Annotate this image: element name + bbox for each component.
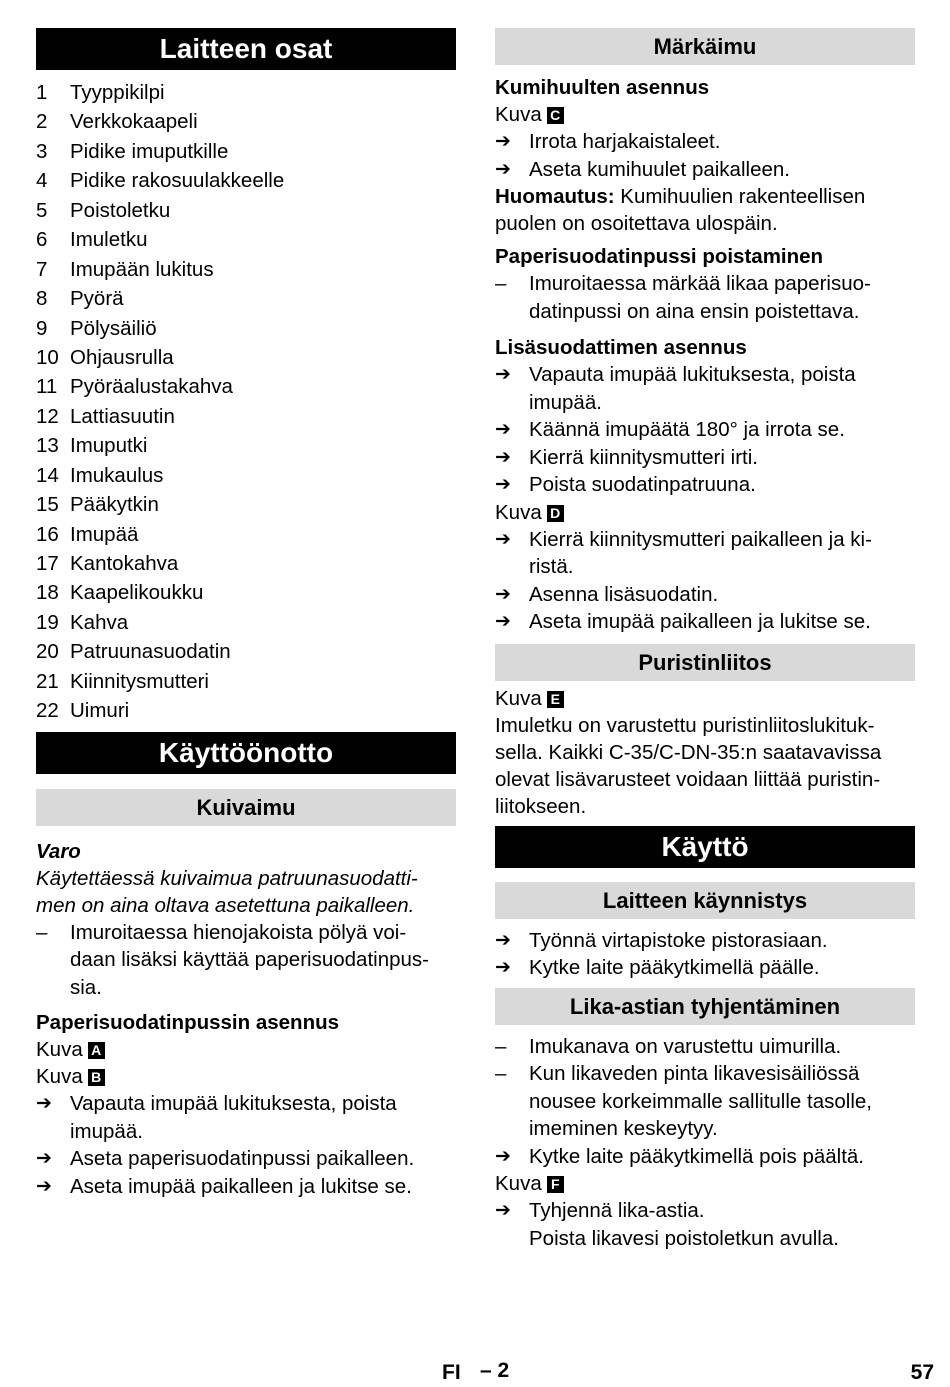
list-item: ➔ Aseta kumihuulet paikalleen.	[495, 156, 915, 184]
figure-ref-b: Kuva B	[36, 1063, 456, 1090]
part-number: 12	[36, 404, 59, 428]
list-item: – Imuroitaessa hienojakoista pölyä voi- daan lisäksi käyttää paperisuodatinpus- sia.	[36, 919, 456, 1002]
note: Huomautus: Kumihuulien rakenteellisen puolen on osoitettava ulospäin.	[495, 185, 866, 235]
part-name: Pääkytkin	[70, 493, 159, 517]
part-row	[36, 343, 456, 372]
part-number: 21	[36, 669, 59, 693]
part-number: 10	[36, 345, 59, 369]
figure-badge: E	[547, 691, 564, 708]
part-number: 5	[36, 198, 48, 222]
part-number: 19	[36, 610, 59, 634]
footer-language: FI	[442, 1361, 461, 1384]
part-number: 8	[36, 287, 48, 311]
part-row	[36, 255, 456, 284]
figure-ref-c: Kuva C	[495, 101, 915, 128]
list-item: ➔ Aseta imupää paikalleen ja lukitse se.	[36, 1173, 456, 1201]
figure-ref-f: Kuva F	[495, 1170, 915, 1197]
footer-section-page: – 2	[480, 1359, 510, 1382]
arrow-icon: ➔	[495, 583, 511, 605]
arrow-icon: ➔	[36, 1175, 52, 1197]
list-item: ➔ Kytke laite pääkytkimellä pois päältä.	[495, 1143, 915, 1171]
caution-text: Käytettäessä kuivaimua patruunasuodatti- men on aina oltava asetettuna paikalleen.	[36, 866, 418, 917]
steps-list	[495, 1197, 915, 1252]
part-name: Pyörä	[70, 287, 124, 311]
part-number: 16	[36, 522, 59, 546]
subsection-markaimu: Märkäimu	[495, 28, 915, 65]
list-item: ➔ Aseta paperisuodatinpussi paikalleen.	[36, 1145, 456, 1173]
figure-ref-a: Kuva A	[36, 1036, 456, 1063]
heading-kumihuulten-asennus: Kumihuulten asennus	[495, 76, 710, 99]
part-name: Pyöräalustakahva	[70, 375, 233, 399]
part-row	[36, 490, 456, 519]
dash-list	[495, 1033, 915, 1143]
part-number: 22	[36, 699, 59, 723]
heading-paperisuodatinpussin-asennus: Paperisuodatinpussin asennus	[36, 1011, 340, 1035]
part-name: Ohjausrulla	[70, 345, 174, 369]
part-number: 11	[36, 375, 58, 399]
figure-badge: B	[88, 1069, 105, 1086]
heading-paperisuodatinpussi-poistaminen: Paperisuodatinpussi poistaminen	[495, 245, 824, 268]
arrow-icon: ➔	[495, 419, 511, 440]
arrow-icon: ➔	[36, 1148, 52, 1170]
part-name: Pidike rakosuulakkeelle	[70, 169, 285, 193]
part-name: Kantokahva	[70, 552, 179, 575]
part-row	[36, 608, 456, 637]
part-name: Patruunasuodatin	[70, 640, 231, 664]
list-item: ➔ Poista suodatinpatruuna.	[495, 471, 915, 499]
part-name: Kaapelikoukku	[70, 581, 204, 605]
part-name: Poistoletku	[70, 198, 171, 222]
right-column	[495, 28, 915, 1252]
dash-bullet: –	[495, 272, 507, 295]
part-number: 7	[36, 257, 48, 281]
arrow-icon: ➔	[495, 528, 511, 550]
section-title-laitteen-osat: Laitteen osat	[36, 28, 456, 70]
part-number: 20	[36, 640, 59, 664]
list-item: ➔ Kierrä kiinnitysmutteri irti.	[495, 444, 915, 472]
figure-ref-e: Kuva E	[495, 685, 915, 712]
part-name: Imuletku	[70, 228, 148, 252]
part-row	[36, 166, 456, 195]
parts-list	[36, 78, 456, 726]
dash-bullet: –	[495, 1034, 507, 1058]
arrow-icon: ➔	[495, 929, 511, 951]
part-number: 6	[36, 228, 48, 252]
arrow-icon: ➔	[495, 474, 511, 495]
arrow-icon: ➔	[495, 364, 511, 385]
part-row	[36, 137, 456, 166]
part-row	[36, 314, 456, 343]
figure-badge: F	[547, 1176, 564, 1193]
part-number: 2	[36, 110, 48, 134]
dash-bullet: –	[495, 1062, 507, 1085]
arrow-icon: ➔	[495, 1200, 511, 1221]
arrow-icon: ➔	[495, 158, 511, 180]
part-number: 9	[36, 316, 48, 340]
steps-list	[495, 1143, 915, 1171]
steps-list	[495, 361, 915, 499]
part-number: 15	[36, 493, 59, 517]
arrow-icon: ➔	[495, 611, 511, 632]
part-number: 1	[36, 81, 48, 104]
part-number: 4	[36, 169, 48, 193]
part-name: Tyyppikilpi	[70, 81, 165, 104]
subsection-puristinliitos: Puristinliitos	[495, 644, 915, 681]
part-name: Kahva	[70, 610, 129, 634]
heading-lisasuodattimen-asennus: Lisäsuodattimen asennus	[495, 336, 747, 359]
part-number: 14	[36, 463, 59, 487]
arrow-icon: ➔	[495, 1145, 511, 1167]
steps-list	[495, 128, 915, 183]
figure-badge: A	[88, 1042, 105, 1059]
paragraph-puristinliitos: Imuletku on varustettu puristinliitoslukituk- sella. Kaikki C-35/C-DN-35:n saatavavissa olevat lisävarusteet voidaan liittää puristin- liitokseen.	[495, 713, 882, 818]
steps-list	[495, 927, 915, 982]
arrow-icon: ➔	[495, 957, 511, 978]
part-row	[36, 520, 456, 549]
list-item: ➔ Aseta imupää paikalleen ja lukitse se.	[495, 608, 915, 636]
part-number: 3	[36, 139, 48, 163]
figure-badge: D	[547, 505, 564, 522]
list-item: ➔ Käännä imupäätä 180° ja irrota se.	[495, 416, 915, 444]
part-row	[36, 402, 456, 431]
part-name: Verkkokaapeli	[70, 110, 198, 134]
steps-list	[36, 1090, 456, 1200]
part-number: 13	[36, 434, 59, 458]
part-name: Pidike imuputkille	[70, 139, 229, 163]
left-column	[36, 28, 456, 1200]
part-name: Pölysäiliö	[70, 316, 157, 340]
footer-page-number: 57	[910, 1361, 934, 1384]
part-name: Uimuri	[70, 699, 130, 723]
steps-list	[495, 526, 915, 636]
figure-ref-d: Kuva D	[495, 499, 915, 526]
part-row	[36, 196, 456, 225]
list-item: ➔ Irrota harjakaistaleet.	[495, 128, 915, 156]
list-item: ➔ Tyhjennä lika-astia. Poista likavesi poistoletkun avulla.	[495, 1197, 915, 1252]
part-number: 18	[36, 581, 59, 605]
list-item: ➔ Vapauta imupää lukituksesta, poista imupää.	[36, 1090, 456, 1145]
part-row	[36, 284, 456, 313]
arrow-icon: ➔	[495, 131, 511, 152]
part-row	[36, 549, 456, 578]
list-item: – Imukanava on varustettu uimurilla.	[495, 1033, 915, 1061]
section-title-kayttoonotto: Käyttöönotto	[36, 732, 456, 774]
part-name: Kiinnitysmutteri	[70, 669, 209, 693]
part-row	[36, 667, 456, 696]
part-row	[36, 461, 456, 490]
caution-label: Varo	[36, 839, 81, 863]
part-name: Lattiasuutin	[70, 404, 175, 428]
part-row	[36, 578, 456, 607]
part-name: Imupään lukitus	[70, 257, 214, 281]
part-row	[36, 372, 456, 401]
arrow-icon: ➔	[495, 446, 511, 468]
part-row	[36, 637, 456, 666]
arrow-icon: ➔	[36, 1093, 52, 1115]
part-row	[36, 696, 456, 725]
subsection-kuivaimu: Kuivaimu	[36, 789, 456, 826]
list-item: ➔ Vapauta imupää lukituksesta, poista imupää.	[495, 361, 915, 416]
part-name: Imukaulus	[70, 463, 164, 487]
figure-badge: C	[547, 107, 564, 124]
list-item: – Imuroitaessa märkää likaa paperisuo- datinpussi on aina ensin poistettava.	[495, 270, 915, 325]
subsection-laitteen-kaynnistys: Laitteen käynnistys	[495, 882, 915, 919]
section-title-kaytto: Käyttö	[495, 826, 915, 868]
list-item: ➔ Kytke laite pääkytkimellä päälle.	[495, 954, 915, 982]
list-item: ➔ Kierrä kiinnitysmutteri paikalleen ja ki- ristä.	[495, 526, 915, 581]
part-row	[36, 78, 456, 107]
subsection-lika-astian-tyhjentaminen: Lika-astian tyhjentäminen	[495, 988, 915, 1025]
part-row	[36, 225, 456, 254]
list-item: – Kun likaveden pinta likavesisäiliössä nousee korkeimmalle sallitulle tasolle, imeminen keskeytyy.	[495, 1060, 915, 1143]
part-name: Imupää	[70, 522, 139, 546]
list-item: ➔ Työnnä virtapistoke pistorasiaan.	[495, 927, 915, 955]
part-name: Imuputki	[70, 434, 148, 458]
list-item: ➔ Asenna lisäsuodatin.	[495, 581, 915, 609]
part-row	[36, 431, 456, 460]
dash-bullet: –	[36, 920, 48, 944]
part-number: 17	[36, 552, 59, 575]
part-row	[36, 107, 456, 136]
